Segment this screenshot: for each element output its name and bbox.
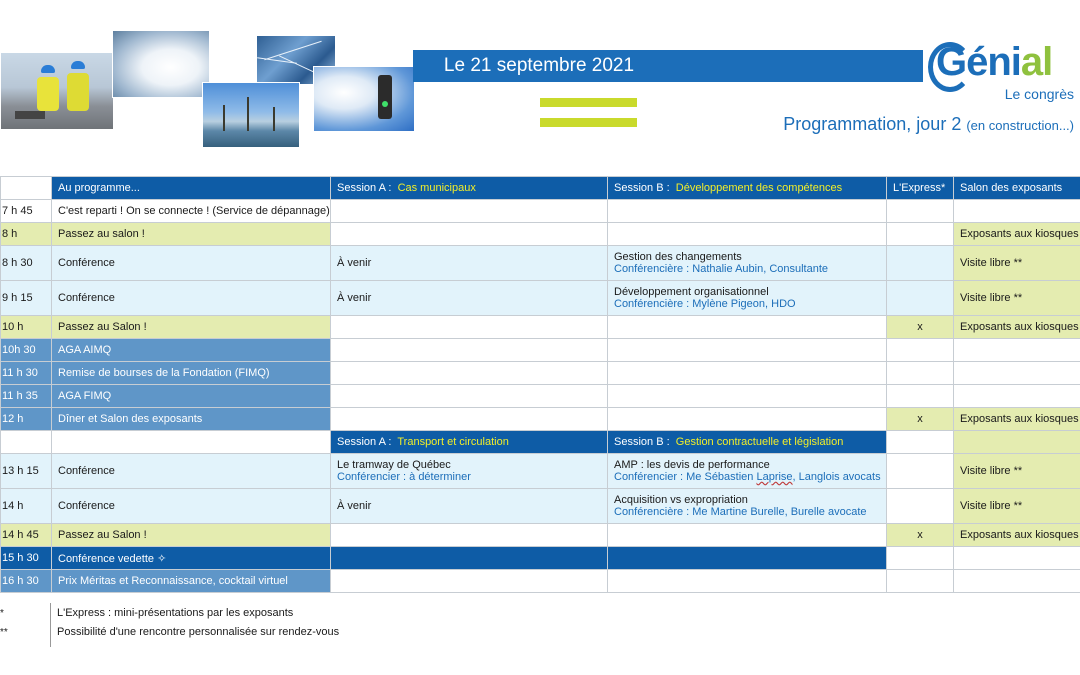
- table-row: 14 h Conférence À venir Acquisition vs expropriation Conférencière : Me Martine Burelle, Burelle avocate Visite libre **: [1, 489, 1080, 524]
- table-row: 7 h 45 C'est reparti ! On se connecte ! (Service de dépannage): [1, 200, 1080, 223]
- table-row: 11 h 35 AGA FIMQ: [1, 385, 1080, 408]
- photo-flooded-trees: [202, 82, 300, 148]
- photo-snowblower: [112, 30, 210, 98]
- accent-bar-top: [540, 98, 637, 107]
- header-session-a: Session A : Cas municipaux: [331, 177, 608, 200]
- table-row: 12 h Dîner et Salon des exposants x Exposants aux kiosques: [1, 408, 1080, 431]
- table-row: 13 h 15 Conférence Le tramway de Québec Conférencier : à déterminer AMP : les devis de performance Conférencier : Me Sébastien Laprise, Langlois avocats Visite libre **: [1, 454, 1080, 489]
- table-row: 16 h 30 Prix Méritas et Reconnaissance, cocktail virtuel: [1, 570, 1080, 593]
- table-row: 8 h 30 Conférence À venir Gestion des changements Conférencière : Nathalie Aubin, Consultante Visite libre **: [1, 246, 1080, 281]
- program-table: [0, 176, 1080, 593]
- table-row: 8 h Passez au salon ! Exposants aux kiosques: [1, 223, 1080, 246]
- table-row: 14 h 45 Passez au Salon ! x Exposants aux kiosques: [1, 524, 1080, 547]
- table-row: 9 h 15 Conférence À venir Développement organisationnel Conférencière : Mylène Pigeon, HDO Visite libre **: [1, 281, 1080, 316]
- afternoon-session-header: Session A : Transport et circulation Session B : Gestion contractuelle et législation: [1, 431, 1080, 454]
- photo-workers: [0, 52, 114, 130]
- header-session-b: Session B : Développement des compétences: [608, 177, 887, 200]
- table-row: 10h 30 AGA AIMQ: [1, 339, 1080, 362]
- footnote-1-text: L'Express : mini-présentations par les exposants: [57, 607, 294, 619]
- accent-bar-bottom: [540, 118, 637, 127]
- header-express: L'Express*: [887, 177, 954, 200]
- footnote-divider: [50, 603, 51, 647]
- genial-logo: Génial Le congrès: [928, 38, 1076, 108]
- table-row: 11 h 30 Remise de bourses de la Fondation (FIMQ): [1, 362, 1080, 385]
- program-title: Programmation, jour 2 (en construction...): [783, 114, 1074, 134]
- footnote-2-symbol: **: [0, 627, 8, 638]
- program-note: (en construction...): [966, 118, 1074, 133]
- header-salon: Salon des exposants: [954, 177, 1080, 200]
- event-date: Le 21 septembre 2021: [443, 55, 635, 76]
- table-row: 15 h 30 Conférence vedette ✧: [1, 547, 1080, 570]
- table-row: 10 h Passez au Salon ! x Exposants aux kiosques: [1, 316, 1080, 339]
- header-program: Au programme...: [52, 177, 331, 200]
- footnote-1-symbol: *: [0, 608, 4, 619]
- photo-traffic-light: [313, 66, 415, 132]
- footnote-2-text: Possibilité d'une rencontre personnalisée sur rendez-vous: [57, 626, 340, 638]
- table-header: [1, 177, 1080, 200]
